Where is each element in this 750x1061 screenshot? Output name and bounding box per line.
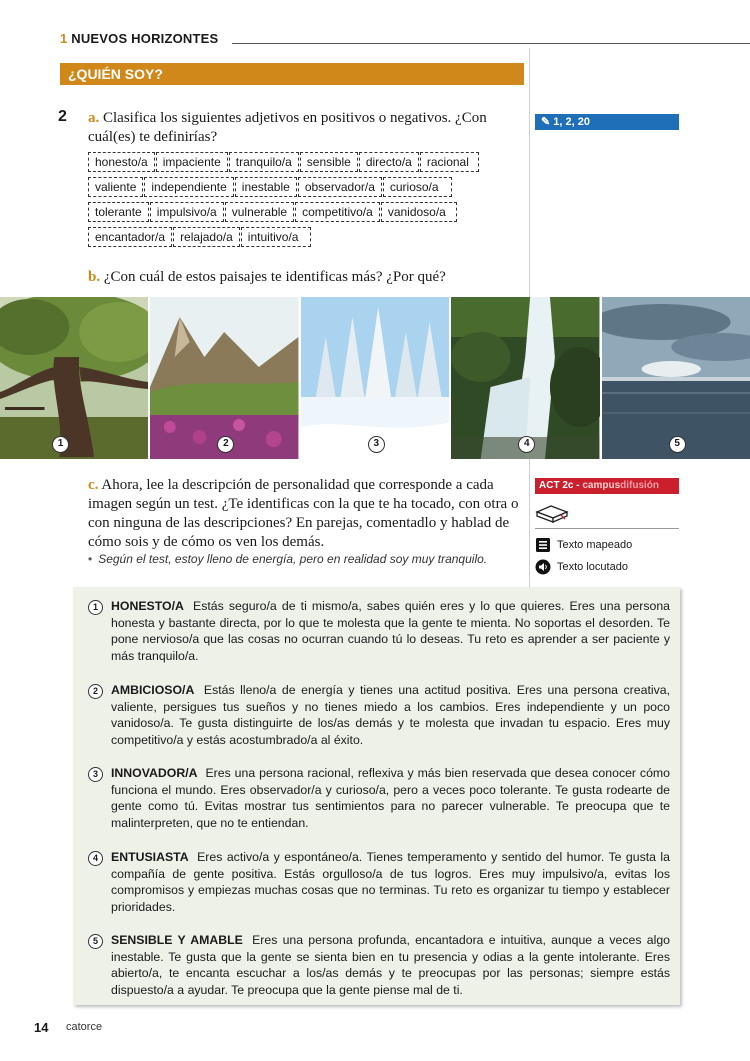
reference-tag (535, 114, 679, 130)
adjective-box: inestable (235, 177, 297, 197)
adjective-box: valiente (88, 177, 143, 197)
sidebar-item-label: Texto locutado (557, 561, 628, 573)
snow-forest-photo[interactable] (301, 297, 449, 459)
adjective-box: vanidoso/a (381, 202, 457, 222)
adjective-box: intuitivo/a (241, 227, 312, 247)
mountain-photo[interactable] (150, 297, 298, 459)
photo-number: 4 (518, 436, 535, 453)
letter-c: c. (88, 477, 99, 493)
description-number: 1 (88, 600, 103, 615)
header-rule (232, 43, 750, 44)
instruction-c (88, 476, 528, 552)
adjective-box: tolerante (88, 202, 149, 222)
description-3 (90, 765, 670, 832)
photo-number: 2 (217, 436, 234, 453)
adjective-box: curioso/a (383, 177, 452, 197)
adjective-box: directo/a (359, 152, 419, 172)
speaker-icon (535, 559, 551, 575)
adjective-box: impulsivo/a (150, 202, 224, 222)
adjective-box: vulnerable (225, 202, 294, 222)
sidebar-item-label: Texto mapeado (557, 539, 633, 551)
bullet-icon: • (88, 552, 93, 566)
description-4 (90, 849, 670, 916)
section-title: ¿QUIÉN SOY? (60, 63, 524, 85)
tree-photo[interactable] (0, 297, 148, 459)
adjective-row-4 (88, 227, 312, 247)
example-text: Según el test, estoy lleno de energía, pero en realidad soy muy tranquilo. (98, 552, 488, 566)
sea-photo[interactable] (602, 297, 750, 459)
description-number: 2 (88, 684, 103, 699)
act-brand: difusión (620, 480, 660, 491)
activity-tag[interactable] (535, 478, 679, 494)
description-1 (90, 598, 670, 665)
description-text: Eres una persona profunda, encantadora e intuitiva, aunque a veces algo inestable. Te gusta que la gente se sienta bien en tu presencia y odias a la gente intolerante. Eres abierto/a, te encanta escuchar a los/as demás y te preocupas por las personas; siempre estás dispuesto/a a ayudar. Te preocupa que la gente piense mal de ti. (111, 933, 670, 998)
letter-a: a. (88, 110, 100, 126)
pencil-icon: ✎ (541, 116, 554, 128)
adjective-box: sensible (300, 152, 358, 172)
adjective-box: observador/a (298, 177, 382, 197)
description-text: Eres una persona racional, reflexiva y más bien reservada que desea conocer cómo funciona el mundo. Eres observador/a y curioso/a, pero a veces poco tolerante. Te gusta rodearte de gente como tú. Evitas mostrar tus sentimientos para no parecer vulnerable. Te preocupa que te malinterpreten, que no te entiendan. (111, 766, 671, 831)
sidebar-divider (535, 528, 679, 529)
description-number: 4 (88, 851, 103, 866)
photo-number: 5 (669, 436, 686, 453)
adjective-box: competitivo/a (295, 202, 380, 222)
adjective-box: tranquilo/a (229, 152, 299, 172)
act-label: ACT 2c - (539, 480, 583, 491)
act-campus: campus (582, 480, 621, 491)
description-number: 3 (88, 767, 103, 782)
unit-title: NUEVOS HORIZONTES (71, 31, 219, 46)
page-number: 14 (34, 1020, 49, 1035)
instruction-a-text: Clasifica los siguientes adjetivos en positivos o negativos. ¿Con cuál(es) te definirías? (88, 110, 487, 145)
adjective-row-1 (88, 152, 480, 172)
instruction-c-text: Ahora, lee la descripción de personalidad que corresponde a cada imagen según un test. ¿Te identificas con la que te ha tocado, con otra o con ninguna de las descripciones? En parejas, comentadlo y hablad de cómo sois y de cómo os ven los demás. (88, 477, 519, 550)
description-title: INNOVADOR/A (111, 766, 198, 780)
description-text: Estás seguro/a de ti mismo/a, sabes quién eres y lo que quieres. Eres una persona honesta y bastante directa, por lo que te molesta que la gente te mienta. No soportas el desorden. Te pone nervioso/a que las cosas no ocurran cuando tú lo deseas. Tu reto es aprender a ser paciente y más tranquilo/a. (111, 599, 670, 664)
example-sentence (88, 552, 487, 566)
adjective-box: independiente (144, 177, 233, 197)
adjective-box: honesto/a (88, 152, 155, 172)
adjective-box: encantador/a (88, 227, 172, 247)
description-title: SENSIBLE Y AMABLE (111, 933, 243, 947)
adjective-row-3 (88, 202, 458, 222)
adjective-box: racional (420, 152, 479, 172)
description-title: ENTUSIASTA (111, 850, 189, 864)
sidebar-item-audio-text[interactable] (535, 559, 628, 575)
adjective-box: relajado/a (173, 227, 240, 247)
unit-number: 1 (60, 31, 68, 46)
document-icon (535, 537, 551, 553)
photo-number: 3 (368, 436, 385, 453)
description-title: AMBICIOSO/A (111, 683, 195, 697)
waterfall-photo[interactable] (451, 297, 599, 459)
reference-numbers: 1, 2, 20 (553, 116, 590, 128)
description-2 (90, 682, 670, 749)
description-title: HONESTO/A (111, 599, 184, 613)
sidebar-item-mapped-text[interactable] (535, 537, 632, 553)
landscape-photos (0, 297, 750, 459)
description-number: 5 (88, 934, 103, 949)
instruction-b-text: ¿Con cuál de estos paisajes te identificas más? ¿Por qué? (103, 269, 446, 285)
stack-books-icon (535, 500, 569, 529)
photo-number: 1 (52, 436, 69, 453)
instruction-b (88, 268, 528, 287)
letter-b: b. (88, 269, 101, 285)
page-number-word: catorce (66, 1021, 103, 1033)
adjective-box: impaciente (156, 152, 228, 172)
description-5 (90, 932, 670, 999)
description-text: Eres activo/a y espontáneo/a. Tienes temperamento y sentido del humor. Te gusta la compañía de gente positiva. Estás orgulloso/a de tus logros. Eres muy impulsivo/a, evitas los compromisos y empiezas muchas cosas que no terminas. Tu reto es organizar tu tiempo y establecer prioridades. (111, 850, 670, 915)
description-text: Estás lleno/a de energía y tienes una actitud positiva. Eres una persona creativa, valiente, persigues tus sueños y no tienes miedo a los cambios. Eres independiente y un poco vanidoso/a. Te gusta distinguirte de los/as demás y te molesta que invadan tu espacio. Eres muy competitivo/a y estás acostumbrado/a al éxito. (111, 683, 671, 748)
adjective-row-2 (88, 177, 453, 197)
unit-header (60, 31, 218, 46)
exercise-number: 2 (58, 108, 67, 125)
instruction-a (88, 109, 508, 147)
